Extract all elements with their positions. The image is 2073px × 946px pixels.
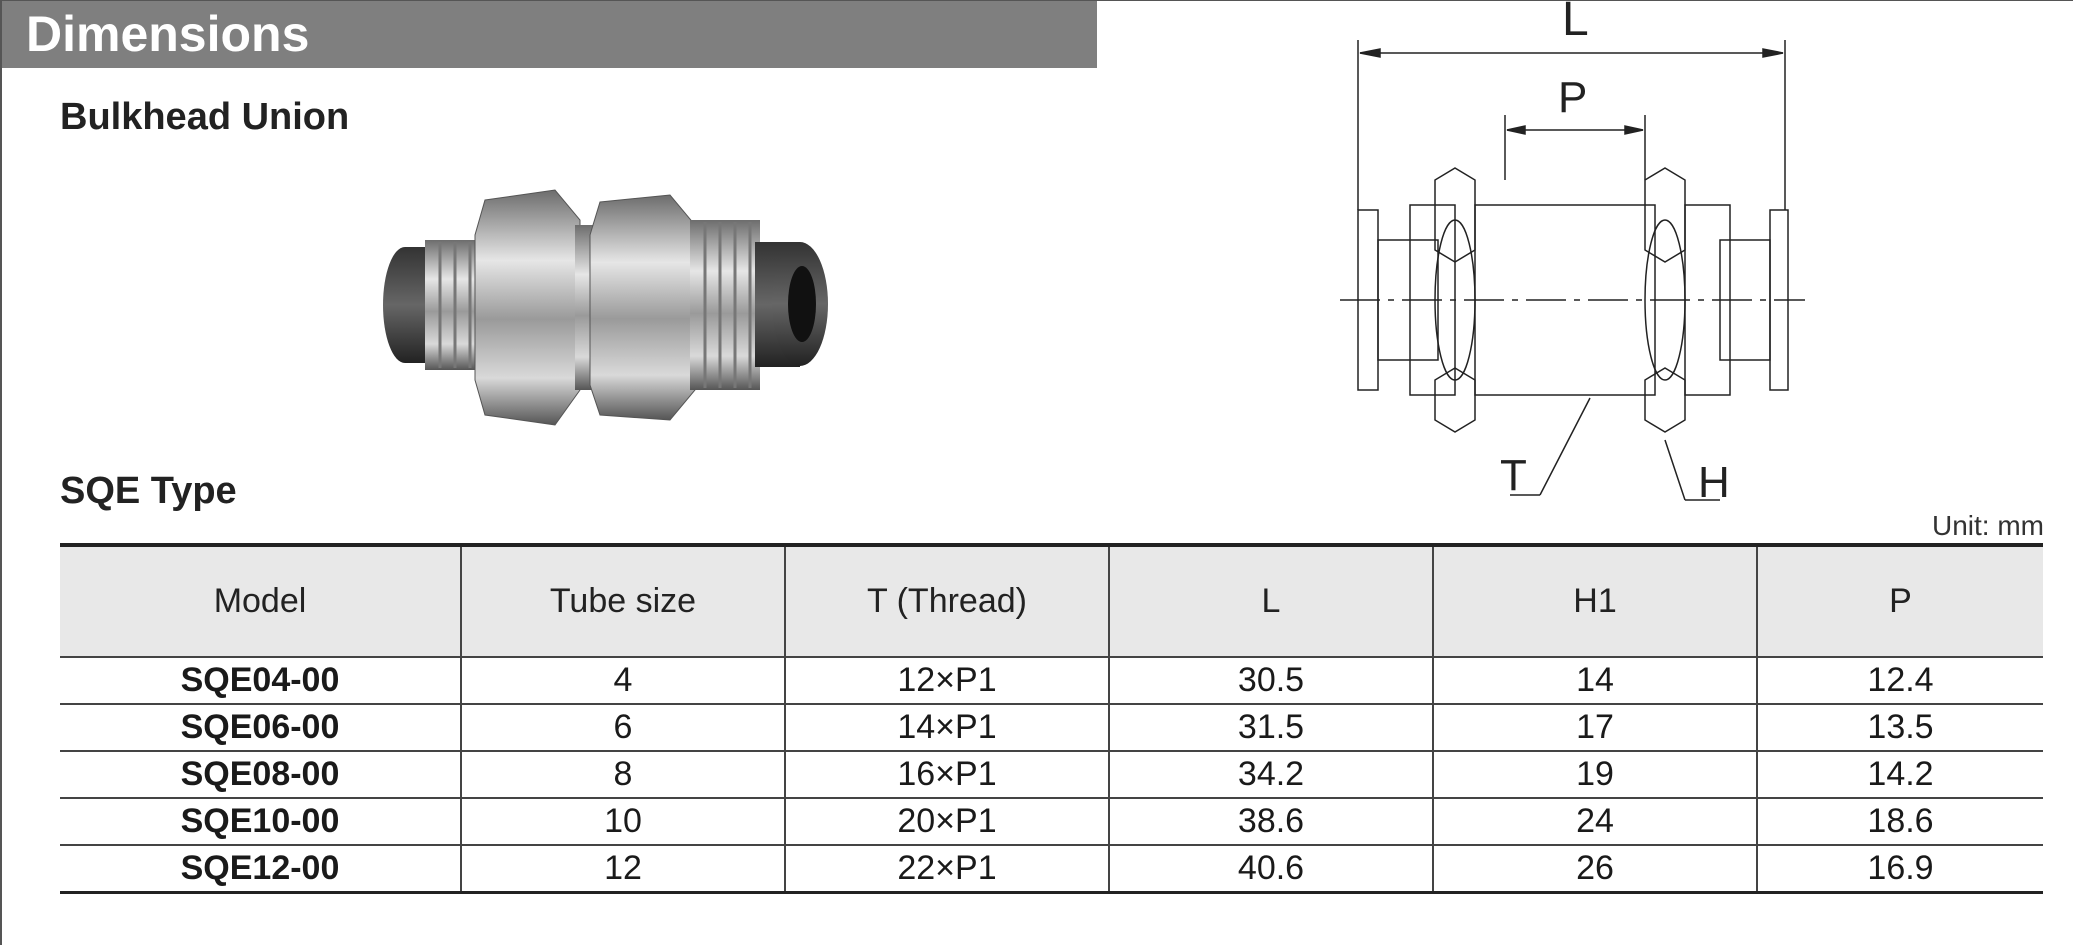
dim-label-l: L [1562, 0, 1589, 46]
dim-label-h: H [1698, 458, 1730, 507]
column-header: T (Thread) [785, 545, 1109, 657]
table-cell: 14.2 [1757, 751, 2043, 798]
column-header: L [1109, 545, 1433, 657]
table-cell: 18.6 [1757, 798, 2043, 845]
table-cell: 16×P1 [785, 751, 1109, 798]
section-title: Dimensions [26, 6, 310, 62]
table-cell: 17 [1433, 704, 1757, 751]
table-cell: SQE04-00 [60, 657, 461, 704]
table-row [60, 751, 2043, 798]
table-cell: SQE10-00 [60, 798, 461, 845]
table-row [60, 704, 2043, 751]
table-cell: 26 [1433, 845, 1757, 893]
dimension-drawing [1330, 0, 1830, 510]
table-cell: 19 [1433, 751, 1757, 798]
table-cell: 12 [461, 845, 785, 893]
table-cell: 16.9 [1757, 845, 2043, 893]
table-cell: 12×P1 [785, 657, 1109, 704]
table-cell: SQE12-00 [60, 845, 461, 893]
table-row [60, 657, 2043, 704]
table-cell: 20×P1 [785, 798, 1109, 845]
table-cell: 12.4 [1757, 657, 2043, 704]
table-cell: 10 [461, 798, 785, 845]
table-cell: SQE06-00 [60, 704, 461, 751]
product-photo [380, 180, 840, 440]
product-name: Bulkhead Union [60, 96, 350, 138]
section-title-bar [2, 1, 1097, 68]
table-cell: 24 [1433, 798, 1757, 845]
table-cell: 13.5 [1757, 704, 2043, 751]
table-cell: SQE08-00 [60, 751, 461, 798]
column-header: H1 [1433, 545, 1757, 657]
type-heading: SQE Type [60, 470, 237, 512]
table-cell: 6 [461, 704, 785, 751]
dim-label-p: P [1558, 73, 1588, 122]
table-header-row [60, 545, 2043, 657]
table-cell: 14 [1433, 657, 1757, 704]
table-cell: 8 [461, 751, 785, 798]
unit-label: Unit: mm [1932, 510, 2044, 541]
column-header: P [1757, 545, 2043, 657]
table-cell: 34.2 [1109, 751, 1433, 798]
table-cell: 4 [461, 657, 785, 704]
table-cell: 30.5 [1109, 657, 1433, 704]
table-cell: 14×P1 [785, 704, 1109, 751]
table-cell: 22×P1 [785, 845, 1109, 893]
table-row [60, 798, 2043, 845]
dimension-table [60, 543, 2043, 894]
column-header: Tube size [461, 545, 785, 657]
table-cell: 38.6 [1109, 798, 1433, 845]
table-cell: 40.6 [1109, 845, 1433, 893]
column-header: Model [60, 545, 461, 657]
table-cell: 31.5 [1109, 704, 1433, 751]
dim-label-t: T [1500, 451, 1527, 500]
table-row [60, 845, 2043, 893]
